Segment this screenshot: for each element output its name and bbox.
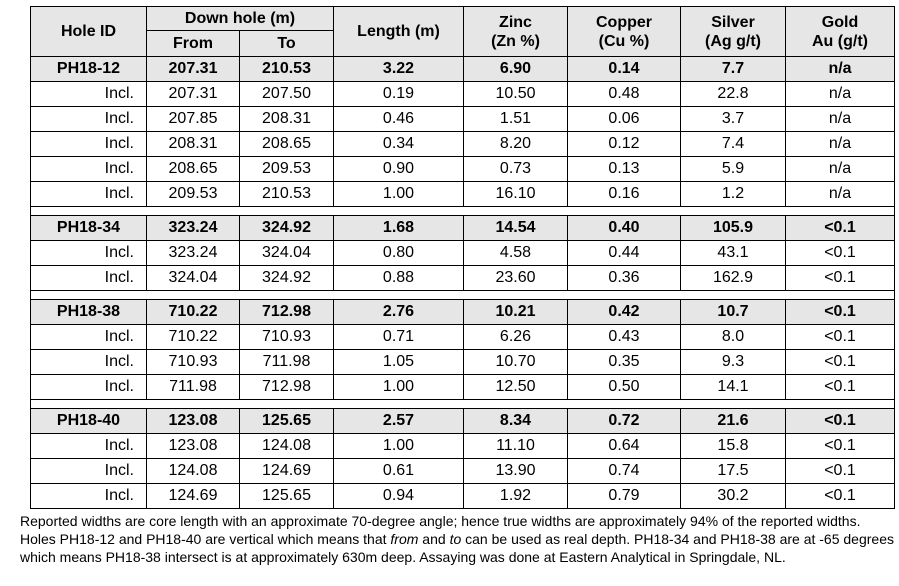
table-row [31, 241, 895, 266]
table-cell: <0.1 [786, 241, 895, 266]
table-cell: Incl. [31, 266, 147, 291]
table-cell: 0.94 [334, 484, 464, 509]
table-row-main [31, 300, 895, 325]
table-cell: 0.43 [568, 325, 681, 350]
table-cell: 323.24 [147, 241, 240, 266]
separator-cell [240, 207, 334, 216]
table-cell: 0.48 [568, 82, 681, 107]
table-cell: 0.12 [568, 132, 681, 157]
header-copper [568, 7, 681, 57]
table-cell: 5.9 [681, 157, 786, 182]
table-cell: 1.00 [334, 182, 464, 207]
table-row [31, 375, 895, 400]
table-row-main [31, 409, 895, 434]
table-cell: 0.19 [334, 82, 464, 107]
table-cell: Incl. [31, 375, 147, 400]
table-cell: 1.68 [334, 216, 464, 241]
table-cell: 710.93 [147, 350, 240, 375]
table-row [31, 434, 895, 459]
separator-cell [334, 207, 464, 216]
header-length: Length (m) [334, 7, 464, 57]
separator-cell [464, 400, 568, 409]
table-cell: 124.69 [240, 459, 334, 484]
table-cell: <0.1 [786, 325, 895, 350]
table-cell: 0.44 [568, 241, 681, 266]
table-cell: 125.65 [240, 409, 334, 434]
table-cell: Incl. [31, 157, 147, 182]
separator-cell [334, 291, 464, 300]
table-cell: 324.92 [240, 216, 334, 241]
table-cell: n/a [786, 107, 895, 132]
table-cell: <0.1 [786, 409, 895, 434]
table-cell: 123.08 [147, 434, 240, 459]
table-cell: 323.24 [147, 216, 240, 241]
separator-cell [31, 207, 147, 216]
group-separator [31, 207, 895, 216]
table-cell: 0.06 [568, 107, 681, 132]
separator-cell [464, 291, 568, 300]
table-cell: 0.71 [334, 325, 464, 350]
table-cell: 15.8 [681, 434, 786, 459]
table-cell: 3.22 [334, 57, 464, 82]
table-row [31, 182, 895, 207]
drill-results-panel [20, 6, 894, 566]
table-cell: 324.04 [240, 241, 334, 266]
table-cell: <0.1 [786, 300, 895, 325]
table-cell: n/a [786, 132, 895, 157]
header-zinc [464, 7, 568, 57]
table-cell: 1.00 [334, 375, 464, 400]
table-cell: 0.90 [334, 157, 464, 182]
table-cell: 6.90 [464, 57, 568, 82]
footnote-part1: Reported widths are core length with an approximate 70-degree angle; hence true widths are approximately 94% of the reported widths. Holes PH18-12 and PH18-40 are vertical which means that [20, 513, 861, 547]
table-cell: Incl. [31, 459, 147, 484]
table-cell: 105.9 [681, 216, 786, 241]
table-cell: 207.50 [240, 82, 334, 107]
header-silver-line2: (Ag g/t) [705, 32, 761, 50]
table-cell: 0.88 [334, 266, 464, 291]
table-cell: n/a [786, 182, 895, 207]
table-cell: 0.64 [568, 434, 681, 459]
table-cell: 0.36 [568, 266, 681, 291]
header-copper-line1: Copper [596, 13, 652, 31]
table-cell: 43.1 [681, 241, 786, 266]
separator-cell [568, 400, 681, 409]
table-cell: 0.46 [334, 107, 464, 132]
table-cell: 23.60 [464, 266, 568, 291]
table-cell: 1.92 [464, 484, 568, 509]
drill-results-table [30, 6, 895, 509]
table-cell: 209.53 [240, 157, 334, 182]
separator-cell [31, 291, 147, 300]
table-cell: 710.93 [240, 325, 334, 350]
table-cell: Incl. [31, 82, 147, 107]
group-separator [31, 400, 895, 409]
table-cell: 14.1 [681, 375, 786, 400]
separator-cell [334, 400, 464, 409]
table-cell: 17.5 [681, 459, 786, 484]
separator-cell [786, 291, 895, 300]
header-copper-line2: (Cu %) [598, 32, 650, 50]
table-cell: Incl. [31, 350, 147, 375]
table-cell: 7.7 [681, 57, 786, 82]
table-cell: 207.85 [147, 107, 240, 132]
table-cell: 124.08 [240, 434, 334, 459]
table-cell: 0.13 [568, 157, 681, 182]
table-row [31, 157, 895, 182]
table-cell: 14.54 [464, 216, 568, 241]
table-cell: n/a [786, 157, 895, 182]
table-body [31, 57, 895, 509]
table-cell: 10.70 [464, 350, 568, 375]
table-cell: 711.98 [147, 375, 240, 400]
separator-cell [786, 207, 895, 216]
separator-cell [681, 400, 786, 409]
table-cell: 21.6 [681, 409, 786, 434]
footnote-and: and [418, 531, 450, 547]
table-cell: 712.98 [240, 375, 334, 400]
header-silver [681, 7, 786, 57]
table-cell: 0.40 [568, 216, 681, 241]
table-row [31, 82, 895, 107]
table-cell: 8.20 [464, 132, 568, 157]
table-cell: 13.90 [464, 459, 568, 484]
separator-cell [147, 400, 240, 409]
separator-cell [568, 207, 681, 216]
table-cell: 162.9 [681, 266, 786, 291]
table-cell: 4.58 [464, 241, 568, 266]
table-cell: 10.50 [464, 82, 568, 107]
table-cell: <0.1 [786, 266, 895, 291]
table-cell: 124.08 [147, 459, 240, 484]
table-cell: 10.21 [464, 300, 568, 325]
table-cell: PH18-12 [31, 57, 147, 82]
table-cell: 125.65 [240, 484, 334, 509]
table-cell: 124.69 [147, 484, 240, 509]
table-cell: 1.00 [334, 434, 464, 459]
table-cell: 208.65 [240, 132, 334, 157]
header-silver-line1: Silver [711, 13, 755, 31]
table-cell: <0.1 [786, 434, 895, 459]
table-cell: 207.31 [147, 57, 240, 82]
table-cell: Incl. [31, 107, 147, 132]
separator-cell [786, 400, 895, 409]
table-cell: 2.57 [334, 409, 464, 434]
table-cell: PH18-38 [31, 300, 147, 325]
separator-cell [147, 291, 240, 300]
table-row-main [31, 57, 895, 82]
table-cell: 1.05 [334, 350, 464, 375]
header-gold-line1: Gold [821, 13, 859, 31]
table-cell: 0.16 [568, 182, 681, 207]
table-cell: 711.98 [240, 350, 334, 375]
table-cell: Incl. [31, 434, 147, 459]
table-cell: Incl. [31, 241, 147, 266]
table-cell: 30.2 [681, 484, 786, 509]
table-cell: 7.4 [681, 132, 786, 157]
separator-cell [31, 400, 147, 409]
header-zinc-line2: (Zn %) [491, 32, 540, 50]
table-cell: 207.31 [147, 82, 240, 107]
table-cell: n/a [786, 57, 895, 82]
table-row [31, 484, 895, 509]
table-cell: 2.76 [334, 300, 464, 325]
table-cell: 22.8 [681, 82, 786, 107]
table-cell: 8.0 [681, 325, 786, 350]
table-cell: n/a [786, 82, 895, 107]
table-cell: 123.08 [147, 409, 240, 434]
table-cell: 1.2 [681, 182, 786, 207]
header-gold [786, 7, 895, 57]
table-row-main [31, 216, 895, 241]
table-cell: Incl. [31, 182, 147, 207]
table-cell: 0.42 [568, 300, 681, 325]
table-row [31, 459, 895, 484]
footnote [20, 512, 894, 566]
table-cell: 0.80 [334, 241, 464, 266]
table-cell: 16.10 [464, 182, 568, 207]
header-hole-id: Hole ID [31, 7, 147, 57]
separator-cell [147, 207, 240, 216]
table-cell: 0.61 [334, 459, 464, 484]
table-cell: 208.31 [240, 107, 334, 132]
table-cell: 210.53 [240, 57, 334, 82]
table-row [31, 325, 895, 350]
table-cell: 208.65 [147, 157, 240, 182]
header-down-hole: Down hole (m) [147, 7, 334, 31]
table-row [31, 266, 895, 291]
table-cell: 0.14 [568, 57, 681, 82]
table-cell: <0.1 [786, 375, 895, 400]
separator-cell [568, 291, 681, 300]
separator-cell [681, 291, 786, 300]
table-cell: 0.50 [568, 375, 681, 400]
table-cell: 0.35 [568, 350, 681, 375]
table-cell: <0.1 [786, 484, 895, 509]
table-cell: 0.73 [464, 157, 568, 182]
table-cell: 1.51 [464, 107, 568, 132]
table-row [31, 350, 895, 375]
table-cell: 12.50 [464, 375, 568, 400]
table-cell: 0.74 [568, 459, 681, 484]
table-cell: 209.53 [147, 182, 240, 207]
table-header [31, 7, 895, 57]
table-cell: 0.72 [568, 409, 681, 434]
table-cell: 8.34 [464, 409, 568, 434]
footnote-part2: can be used as real depth. PH18-34 and PH18-38 are at -65 degrees which means PH18-38 intersect is at approximately 630m deep. Assaying was done at Eastern Analytical in Springdale, NL. [20, 531, 894, 565]
table-cell: 210.53 [240, 182, 334, 207]
table-cell: 9.3 [681, 350, 786, 375]
table-cell: PH18-40 [31, 409, 147, 434]
table-cell: 712.98 [240, 300, 334, 325]
footnote-to: to [449, 531, 462, 547]
table-cell: <0.1 [786, 459, 895, 484]
table-cell: 10.7 [681, 300, 786, 325]
table-cell: 3.7 [681, 107, 786, 132]
table-row [31, 132, 895, 157]
separator-cell [681, 207, 786, 216]
group-separator [31, 291, 895, 300]
table-cell: 324.92 [240, 266, 334, 291]
table-cell: 710.22 [147, 300, 240, 325]
header-from: From [147, 31, 240, 57]
table-cell: <0.1 [786, 216, 895, 241]
table-cell: 0.34 [334, 132, 464, 157]
header-zinc-line1: Zinc [499, 13, 532, 31]
separator-cell [464, 207, 568, 216]
table-cell: 208.31 [147, 132, 240, 157]
footnote-from: from [390, 531, 419, 547]
header-to: To [240, 31, 334, 57]
table-cell: Incl. [31, 484, 147, 509]
table-cell: Incl. [31, 132, 147, 157]
header-gold-line2: Au (g/t) [812, 32, 868, 50]
table-cell: <0.1 [786, 350, 895, 375]
table-cell: 11.10 [464, 434, 568, 459]
table-cell: Incl. [31, 325, 147, 350]
separator-cell [240, 291, 334, 300]
table-cell: 6.26 [464, 325, 568, 350]
table-cell: 710.22 [147, 325, 240, 350]
table-cell: PH18-34 [31, 216, 147, 241]
table-cell: 324.04 [147, 266, 240, 291]
table-row [31, 107, 895, 132]
table-cell: 0.79 [568, 484, 681, 509]
separator-cell [240, 400, 334, 409]
